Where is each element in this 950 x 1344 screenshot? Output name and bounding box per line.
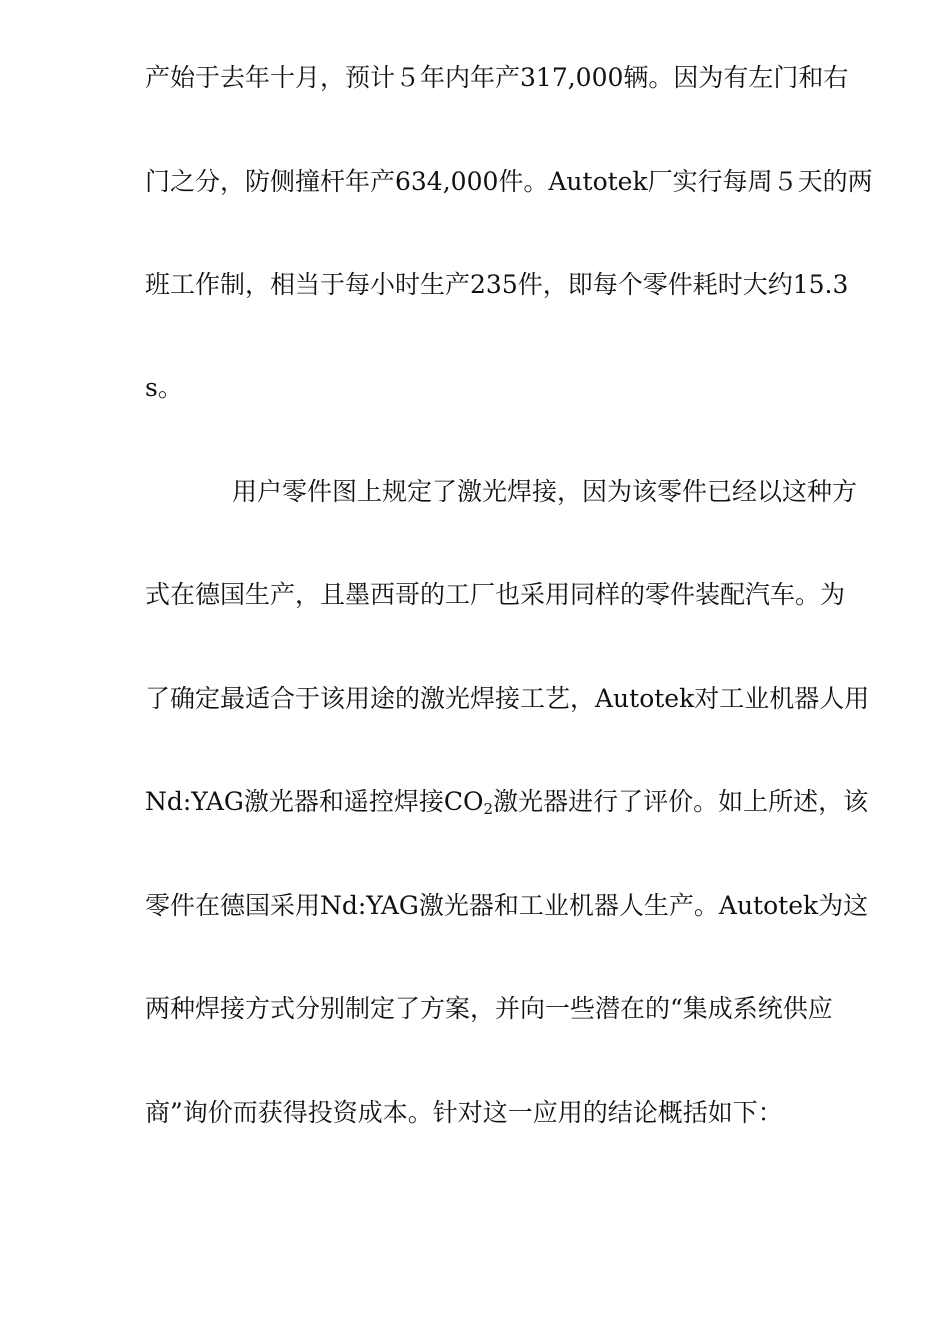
paragraph-line xyxy=(145,787,885,824)
paragraph-line: 班工作制，相当于每小时生产235件，即每个零件耗时大约15.3 xyxy=(145,270,849,299)
line-segment: 激光器进行了评价。如上所述，该 xyxy=(493,787,869,816)
paragraph-line: 用户零件图上规定了激光焊接，因为该零件已经以这种方 xyxy=(232,477,858,506)
paragraph-line: 产始于去年十月，预计５年内年产317,000辆。因为有左门和右 xyxy=(145,63,849,92)
paragraph-line: 门之分，防侧撞杆年产634,000件。Autotek厂实行每周５天的两 xyxy=(145,167,873,196)
paragraph-line: 了确定最适合于该用途的激光焊接工艺，Autotek对工业机器人用 xyxy=(145,684,870,713)
subscript: 2 xyxy=(483,800,494,818)
paragraph-line: 式在德国生产，且墨西哥的工厂也采用同样的零件装配汽车。为 xyxy=(145,580,846,609)
paragraph-line: s。 xyxy=(145,373,183,402)
paragraph-line: 商”询价而获得投资成本。针对这一应用的结论概括如下： xyxy=(145,1098,783,1127)
paragraph-line: 零件在德国采用Nd:YAG激光器和工业机器人生产。Autotek为这 xyxy=(145,891,869,920)
line-segment: Nd:YAG激光器和遥控焊接CO xyxy=(145,787,484,816)
paragraph-line: 两种焊接方式分别制定了方案，并向一些潜在的“集成系统供应 xyxy=(145,994,833,1023)
